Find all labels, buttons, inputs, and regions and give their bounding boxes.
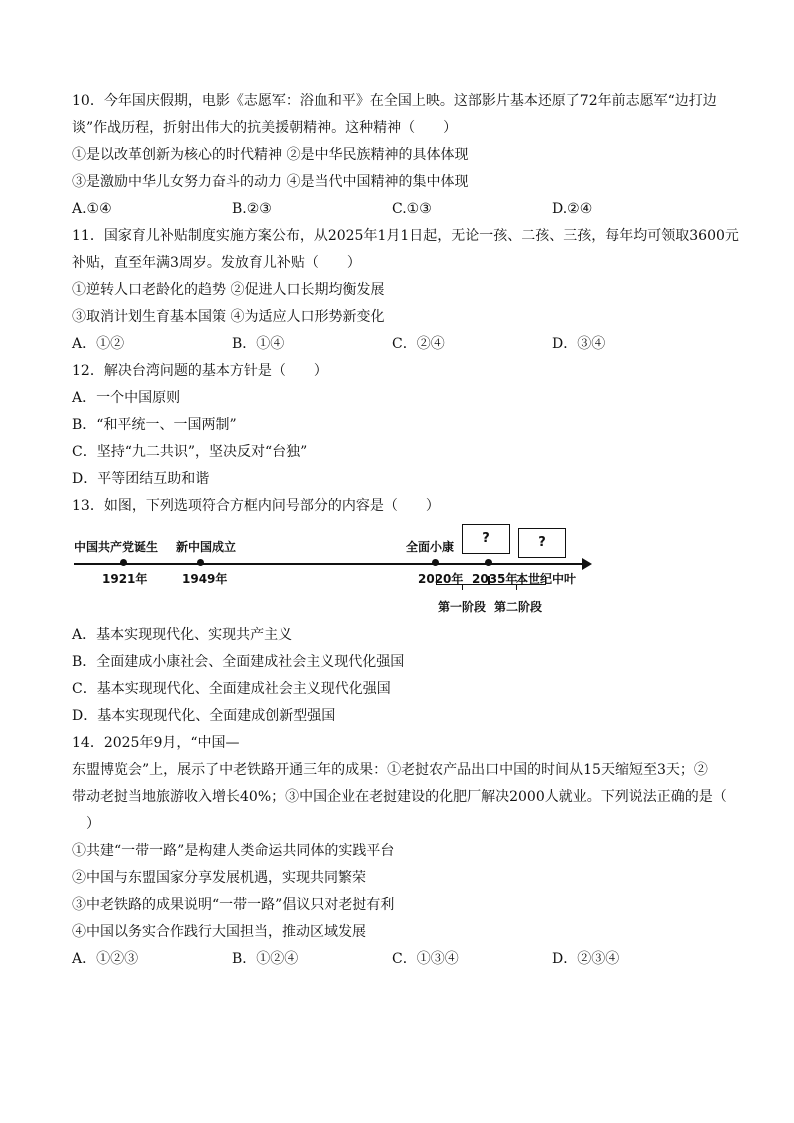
q14-option-a[interactable]: A．①②③ [72,951,139,967]
q10-stem-line2: 谈”作战历程，折射出伟大的抗美援朝精神。这种精神（ ） [72,120,458,136]
q10-option-b[interactable]: B.②③ [232,201,272,217]
q12-option-c[interactable]: C．坚持“九二共识”，坚决反对“台独” [72,444,308,460]
brace-stage-1 [436,576,490,585]
stage-2-label: 第二阶段 [494,600,543,614]
q14-option-b[interactable]: B．①②④ [232,951,299,967]
q11-stem-line2: 补贴，直至年满3周岁。发放育儿补贴（ ） [72,255,361,271]
q10-stem-line1: 10．今年国庆假期，电影《志愿军：浴血和平》在全国上映。这部影片基本还原了72年前志愿军“边打边 [72,93,717,109]
year-1921: 1921年 [102,572,148,586]
q14-stem-line3: 带动老挝当地旅游收入增长40%；③中国企业在老挝建设的化肥厂解决2000人就业。下列说法正确的是（ [72,789,727,805]
question-13 [72,493,722,730]
q11-items-line1: ①逆转人口老龄化的趋势 ②促进人口长期均衡发展 [72,282,385,298]
exam-page [72,88,739,973]
stage-1-label: 第一阶段 [438,600,487,614]
event-prc-founded: 新中国成立 [176,540,237,554]
q14-option-d[interactable]: D．②③④ [552,951,620,967]
q13-stem: 13．如图，下列选项符合方框内问号部分的内容是（ ） [72,498,440,514]
q14-item-4: ④中国以务实合作践行大国担当，推动区域发展 [72,924,366,940]
q11-option-b[interactable]: B．①④ [232,336,285,352]
q13-option-a[interactable]: A．基本实现现代化、实现共产主义 [72,627,293,643]
year-2020: 2020年 [418,572,464,586]
q11-items-line2: ③取消计划生育基本国策 ④为适应人口形势新变化 [72,309,385,325]
q14-option-c[interactable]: C．①③④ [392,951,459,967]
q10-option-c[interactable]: C.①③ [392,201,432,217]
q11-option-d[interactable]: D．③④ [552,336,606,352]
q14-stem-line2: 东盟博览会”上，展示了中老铁路开通三年的成果：①老挝农产品出口中国的时间从15天缩短至3天；② [72,762,708,778]
q10-option-a[interactable]: A.①④ [72,201,112,217]
q10-items-line2: ③是激励中华儿女努力奋斗的动力 ④是当代中国精神的集中体现 [72,174,469,190]
q10-option-d[interactable]: D.②④ [552,201,593,217]
q12-option-b[interactable]: B．“和平统一、一国两制” [72,417,237,433]
q14-item-3: ③中老铁路的成果说明“一带一路”倡议只对老挝有利 [72,897,395,913]
q13-option-d[interactable]: D．基本实现现代化、全面建成创新型强国 [72,708,336,724]
timeline-axis [74,563,584,565]
question-box-mid-century: ? [518,528,566,558]
q14-item-1: ①共建“一带一路”是构建人类命运共同体的实践平台 [72,843,395,859]
q11-option-c[interactable]: C．②④ [392,336,445,352]
event-moderate-prosperity: 全面小康 [406,540,455,554]
question-10 [72,88,722,223]
year-mid-century: 本世纪中叶 [516,572,577,586]
year-2035: 2035年 [472,572,518,586]
q10-options [72,196,722,223]
dot-1921 [120,559,127,566]
brace-stage-2 [488,576,546,585]
timeline-arrow-icon [582,558,592,570]
dot-2035 [485,559,492,566]
q11-options [72,331,722,358]
q13-option-b[interactable]: B．全面建成小康社会、全面建成社会主义现代化强国 [72,654,405,670]
q12-stem: 12．解决台湾问题的基本方针是（ ） [72,363,328,379]
q11-stem-line1: 11．国家育儿补贴制度实施方案公布，从2025年1月1日起，无论一孩、二孩、三孩，每年均可领取3600元 [72,228,739,244]
dot-1949 [197,559,204,566]
question-box-2035: ? [462,524,510,554]
question-11 [72,223,739,358]
q14-options [72,946,722,973]
question-12 [72,358,722,493]
q13-option-c[interactable]: C．基本实现现代化、全面建成社会主义现代化强国 [72,681,391,697]
question-14 [72,730,727,973]
brace-tick-stage-2 [516,584,517,590]
q12-option-d[interactable]: D．平等团结互助和谐 [72,471,210,487]
timeline-diagram [72,524,722,620]
q14-stem-line1: 14．2025年9月，“中国— [72,735,240,751]
q10-items-line1: ①是以改革创新为核心的时代精神 ②是中华民族精神的具体体现 [72,147,469,163]
q14-stem-line4: ） [72,816,100,832]
dot-2020 [432,559,439,566]
brace-tick-stage-1 [462,584,463,590]
q11-option-a[interactable]: A．①② [72,336,125,352]
event-cpc-founded: 中国共产党诞生 [74,540,159,554]
year-1949: 1949年 [182,572,228,586]
q12-option-a[interactable]: A．一个中国原则 [72,390,181,406]
q14-item-2: ②中国与东盟国家分享发展机遇，实现共同繁荣 [72,870,366,886]
